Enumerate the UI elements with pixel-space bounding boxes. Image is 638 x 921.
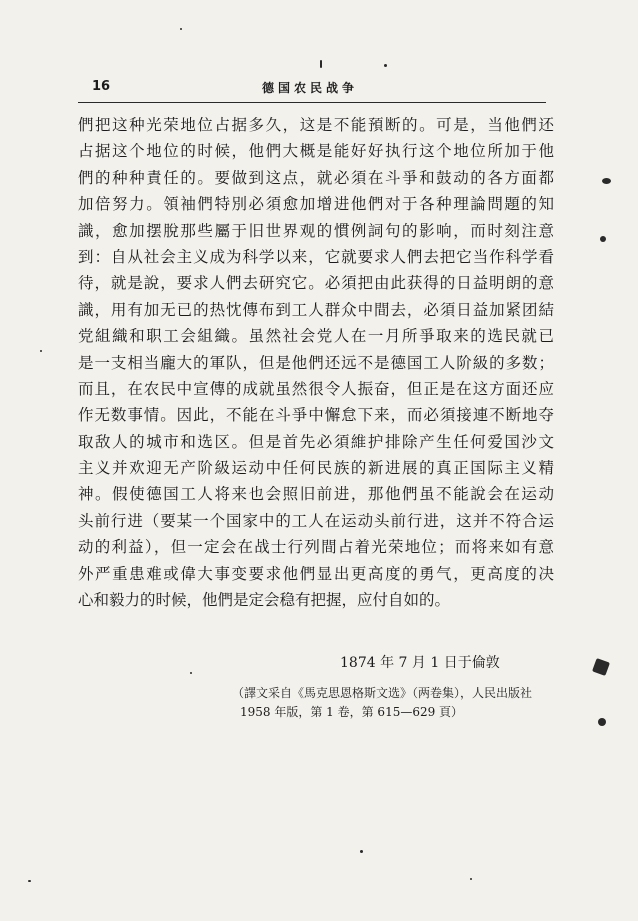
text-line: 取敌人的城市和选区。但是首先必須維护排除产生任何爱国沙文	[78, 432, 554, 451]
scan-speck	[600, 236, 606, 242]
page-header	[78, 77, 548, 99]
text-line: 外严重患难或偉大事变要求他們显出更高度的勇气，更高度的决	[78, 564, 554, 583]
text-line: 加倍努力。領袖們特別必須愈加增进他們对于各种理論問題的知	[78, 195, 554, 214]
text-line-last: 心和毅力的时候，他們是定会稳有把握，应付自如的。	[78, 591, 451, 610]
text-line: 到：自从社会主义成为科学以来，它就要求人們去把它当作科学看	[78, 247, 554, 266]
source-note-line-1: （譯文采自《馬克思恩格斯文选》（两卷集），人民出版社	[232, 686, 533, 700]
text-line: 識，愈加摆脫那些屬于旧世界观的慣例詞句的影响，而时刻注意	[78, 221, 554, 240]
text-line: 而且，在农民中宣傳的成就虽然很令人振奋，但正是在这方面还应	[78, 379, 554, 398]
scan-speck	[592, 658, 610, 676]
page-number: 16	[92, 79, 111, 94]
text-line: 主义并欢迎无产阶級运动中任何民族的新进展的真正国际主义精	[78, 459, 554, 478]
source-note	[232, 684, 532, 722]
text-line: 神。假使德国工人将来也会照旧前进，那他們虽不能說会在运动	[78, 485, 554, 504]
scan-speck	[320, 60, 322, 68]
header-rule	[78, 102, 546, 103]
text-line: 头前行进（要某一个国家中的工人在运动头前行进，这并不符合运	[78, 511, 554, 530]
text-line: 識，用有加无已的热忱傳布到工人群众中間去，必須日益加紧团結	[78, 300, 554, 319]
date-place-signature: 1874 年 7 月 1 日于倫敦	[340, 655, 500, 671]
text-line: 們把这种光荣地位占据多久，这是不能預断的。可是，当他們还	[78, 116, 554, 134]
text-line: 是一支相当龐大的軍队，但是他們还远不是德国工人阶級的多数；	[78, 353, 554, 372]
text-line: 党組織和职工会組織。虽然社会党人在一月所爭取来的选民就已	[78, 327, 554, 346]
scan-speck	[384, 64, 387, 67]
scan-speck	[180, 28, 182, 30]
scan-speck	[360, 850, 363, 853]
text-line: 动的利益），但一定会在战士行列間占着光荣地位；而将来如有意	[78, 538, 554, 557]
scan-speck	[598, 718, 606, 726]
scan-speck	[40, 350, 42, 352]
text-line: 作无数事情。因此，不能在斗爭中懈怠下来，而必須接連不断地夺	[78, 406, 554, 425]
running-title: 德国农民战争	[262, 81, 359, 95]
text-line: 們的种种責任的。要做到这点，就必須在斗爭和鼓动的各方面都	[78, 168, 554, 187]
scan-speck	[28, 880, 31, 882]
scan-speck	[602, 178, 611, 184]
scan-speck	[470, 878, 472, 880]
text-line: 占据这个地位的时候，他們大概是能好好执行这个地位所加于他	[78, 142, 554, 161]
scan-speck	[190, 672, 192, 674]
body-text	[78, 112, 554, 613]
text-line: 待，就是說，要求人們去研究它。必須把由此获得的日益明朗的意	[78, 274, 554, 293]
source-note-line-2: 1958 年版，第 1 卷，第 615—629 頁）	[240, 705, 464, 719]
